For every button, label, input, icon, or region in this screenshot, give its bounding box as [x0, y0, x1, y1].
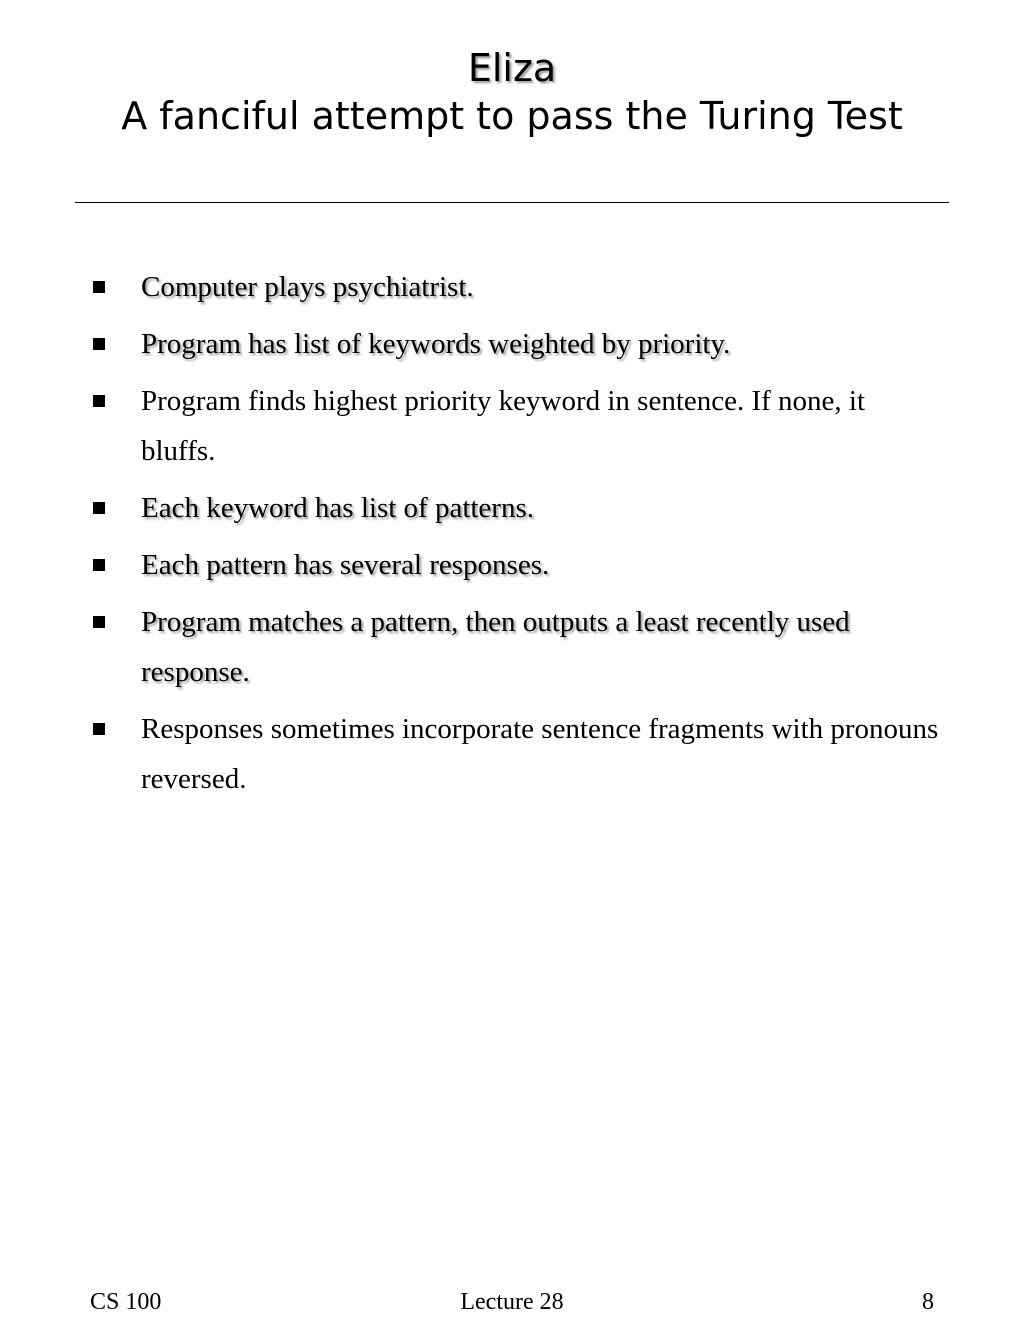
square-bullet-icon [93, 616, 105, 628]
square-bullet-icon [93, 502, 105, 514]
bullet-item [0, 540, 941, 590]
square-bullet-icon [93, 395, 105, 407]
square-bullet-icon [93, 723, 105, 735]
square-bullet-icon [93, 338, 105, 350]
bullet-text: Each keyword has list of patterns. [141, 492, 535, 524]
square-bullet-icon [93, 281, 105, 293]
bullet-item [0, 262, 941, 312]
bullet-text: Program has list of keywords weighted by priority. [141, 328, 731, 360]
bullet-item [0, 319, 941, 369]
bullet-item [0, 597, 941, 697]
bullet-text: Program finds highest priority keyword in sentence. If none, it bluffs. [141, 385, 866, 467]
footer-course: CS 100 [90, 1289, 162, 1315]
bullet-text: Program matches a pattern, then outputs a least recently used response. [141, 606, 850, 688]
bullet-item [0, 376, 941, 476]
slide-title: Eliza [467, 46, 557, 90]
slide-subtitle: A fanciful attempt to pass the Turing Test [121, 94, 903, 138]
slide-header [0, 44, 1024, 140]
footer-lecture: Lecture 28 [460, 1289, 564, 1315]
square-bullet-icon [93, 559, 105, 571]
bullet-text: Responses sometimes incorporate sentence fragments with pronouns reversed. [141, 713, 939, 795]
footer-page-number: 8 [922, 1289, 934, 1315]
bullet-text: Computer plays psychiatrist. [141, 271, 474, 303]
bullet-item [0, 483, 941, 533]
bullet-text: Each pattern has several responses. [141, 549, 550, 581]
title-divider [75, 202, 949, 203]
bullet-list [0, 262, 1024, 811]
bullet-item [0, 704, 941, 804]
